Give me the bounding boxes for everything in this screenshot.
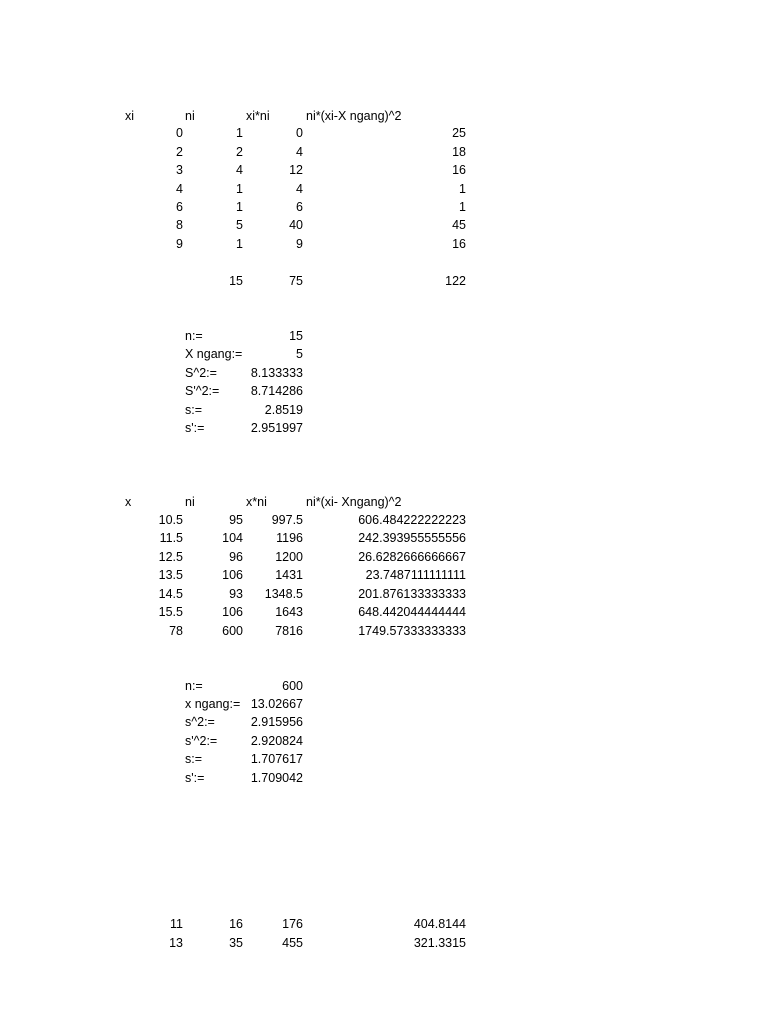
table1-row bbox=[0, 180, 768, 198]
stat-value: 2.951997 bbox=[250, 421, 303, 435]
table3-row bbox=[0, 915, 768, 933]
stat-row bbox=[0, 401, 768, 419]
stat-label: s^2:= bbox=[185, 715, 215, 729]
cell-deviation: 404.8144 bbox=[413, 917, 466, 931]
cell-x-ni: 455 bbox=[282, 936, 303, 950]
cell-x-ni: 1643 bbox=[275, 605, 303, 619]
cell-x: 14.5 bbox=[158, 587, 183, 601]
stat-row bbox=[0, 732, 768, 750]
table2-row bbox=[0, 529, 768, 547]
stat-label: s'^2:= bbox=[185, 734, 218, 748]
cell-ni: 95 bbox=[229, 513, 243, 527]
stat-value: 2.920824 bbox=[250, 734, 303, 748]
cell-xi-ni: 40 bbox=[289, 218, 303, 232]
total-ni: 15 bbox=[229, 274, 243, 288]
table2-totals bbox=[0, 622, 768, 640]
header-ni-deviation: ni*(xi- Xngang)^2 bbox=[306, 495, 402, 509]
cell-ni: 1 bbox=[236, 126, 243, 140]
stat-row bbox=[0, 695, 768, 713]
cell-x: 13 bbox=[169, 936, 183, 950]
cell-x: 15.5 bbox=[158, 605, 183, 619]
cell-xi-ni: 4 bbox=[296, 145, 303, 159]
cell-ni: 4 bbox=[236, 163, 243, 177]
cell-x-ni: 1431 bbox=[275, 568, 303, 582]
stat-label: s':= bbox=[185, 771, 205, 785]
cell-x: 11 bbox=[170, 917, 183, 931]
cell-deviation: 18 bbox=[452, 145, 466, 159]
total-ni: 600 bbox=[222, 624, 243, 638]
cell-xi: 6 bbox=[176, 200, 183, 214]
cell-xi-ni: 9 bbox=[296, 237, 303, 251]
stat-label: X ngang:= bbox=[185, 347, 243, 361]
cell-deviation: 25 bbox=[452, 126, 466, 140]
cell-deviation: 1 bbox=[459, 182, 466, 196]
table1-row bbox=[0, 161, 768, 179]
stat-row bbox=[0, 345, 768, 363]
cell-xi: 8 bbox=[176, 218, 183, 232]
header-ni-deviation: ni*(xi-X ngang)^2 bbox=[306, 109, 402, 123]
cell-x: 13.5 bbox=[158, 568, 183, 582]
header-ni: ni bbox=[185, 109, 195, 123]
header-ni: ni bbox=[185, 495, 195, 509]
cell-ni: 96 bbox=[229, 550, 243, 564]
cell-xi-ni: 0 bbox=[296, 126, 303, 140]
stat-row bbox=[0, 677, 768, 695]
header-xi-ni: xi*ni bbox=[246, 109, 270, 123]
stat-value: 15 bbox=[289, 329, 303, 343]
cell-deviation: 26.6282666666667 bbox=[358, 550, 466, 564]
table1-header bbox=[0, 107, 768, 125]
cell-deviation: 321.3315 bbox=[413, 936, 466, 950]
table1-row bbox=[0, 198, 768, 216]
stat-row bbox=[0, 364, 768, 382]
stat-value: 8.133333 bbox=[250, 366, 303, 380]
stat-value: 5 bbox=[296, 347, 303, 361]
total-x: 78 bbox=[169, 624, 183, 638]
stat-row bbox=[0, 327, 768, 345]
cell-ni: 1 bbox=[236, 200, 243, 214]
table1-row bbox=[0, 216, 768, 234]
cell-xi: 3 bbox=[176, 163, 183, 177]
cell-ni: 1 bbox=[236, 237, 243, 251]
stat-row bbox=[0, 382, 768, 400]
cell-ni: 106 bbox=[222, 568, 243, 582]
cell-x: 12.5 bbox=[158, 550, 183, 564]
total-deviation: 122 bbox=[445, 274, 466, 288]
stat-label: S'^2:= bbox=[185, 384, 220, 398]
cell-ni: 106 bbox=[222, 605, 243, 619]
cell-deviation: 201.876133333333 bbox=[358, 587, 466, 601]
table2-row bbox=[0, 603, 768, 621]
cell-x-ni: 1348.5 bbox=[264, 587, 303, 601]
stat-label: s':= bbox=[185, 421, 205, 435]
stat-row bbox=[0, 419, 768, 437]
stat-value: 13.02667 bbox=[250, 697, 303, 711]
table2-row bbox=[0, 566, 768, 584]
stat-row bbox=[0, 769, 768, 787]
stat-value: 1.707617 bbox=[250, 752, 303, 766]
cell-x-ni: 1200 bbox=[275, 550, 303, 564]
cell-xi: 9 bbox=[176, 237, 183, 251]
table1-totals bbox=[0, 272, 768, 290]
stat-row bbox=[0, 713, 768, 731]
cell-ni: 35 bbox=[229, 936, 243, 950]
cell-ni: 16 bbox=[229, 917, 243, 931]
cell-ni: 2 bbox=[236, 145, 243, 159]
table2-header bbox=[0, 493, 768, 511]
cell-deviation: 16 bbox=[452, 237, 466, 251]
stat-value: 8.714286 bbox=[250, 384, 303, 398]
table2-row bbox=[0, 548, 768, 566]
stat-value: 600 bbox=[282, 679, 303, 693]
stat-label: s:= bbox=[185, 403, 203, 417]
cell-x: 11.5 bbox=[159, 531, 183, 545]
cell-x: 10.5 bbox=[158, 513, 183, 527]
total-xi-ni: 75 bbox=[289, 274, 303, 288]
table2-row bbox=[0, 585, 768, 603]
cell-deviation: 45 bbox=[452, 218, 466, 232]
cell-ni: 5 bbox=[236, 218, 243, 232]
total-deviation: 1749.57333333333 bbox=[358, 624, 466, 638]
cell-xi-ni: 12 bbox=[289, 163, 303, 177]
stat-value: 2.8519 bbox=[264, 403, 303, 417]
stat-label: s:= bbox=[185, 752, 203, 766]
stat-value: 1.709042 bbox=[250, 771, 303, 785]
stat-value: 2.915956 bbox=[250, 715, 303, 729]
cell-deviation: 648.442044444444 bbox=[358, 605, 466, 619]
cell-x-ni: 997.5 bbox=[271, 513, 303, 527]
cell-xi-ni: 4 bbox=[296, 182, 303, 196]
stat-label: x ngang:= bbox=[185, 697, 241, 711]
cell-deviation: 1 bbox=[459, 200, 466, 214]
table2-row bbox=[0, 511, 768, 529]
header-x-ni: x*ni bbox=[246, 495, 267, 509]
table3-row bbox=[0, 934, 768, 952]
header-x: x bbox=[125, 495, 132, 509]
table1-row bbox=[0, 143, 768, 161]
cell-xi: 4 bbox=[176, 182, 183, 196]
stat-label: S^2:= bbox=[185, 366, 217, 380]
table1-row bbox=[0, 124, 768, 142]
stat-row bbox=[0, 750, 768, 768]
cell-ni: 104 bbox=[222, 531, 243, 545]
cell-xi: 2 bbox=[176, 145, 183, 159]
cell-ni: 1 bbox=[236, 182, 243, 196]
cell-xi-ni: 6 bbox=[296, 200, 303, 214]
cell-deviation: 23.7487111111111 bbox=[365, 568, 466, 582]
stat-label: n:= bbox=[185, 329, 203, 343]
stat-label: n:= bbox=[185, 679, 203, 693]
cell-x-ni: 176 bbox=[282, 917, 303, 931]
cell-x-ni: 1196 bbox=[276, 531, 303, 545]
table1-row bbox=[0, 235, 768, 253]
total-x-ni: 7816 bbox=[275, 624, 303, 638]
cell-xi: 0 bbox=[176, 126, 183, 140]
header-xi: xi bbox=[125, 109, 135, 123]
cell-deviation: 242.393955555556 bbox=[358, 531, 466, 545]
cell-ni: 93 bbox=[229, 587, 243, 601]
cell-deviation: 16 bbox=[452, 163, 466, 177]
cell-deviation: 606.484222222223 bbox=[358, 513, 466, 527]
